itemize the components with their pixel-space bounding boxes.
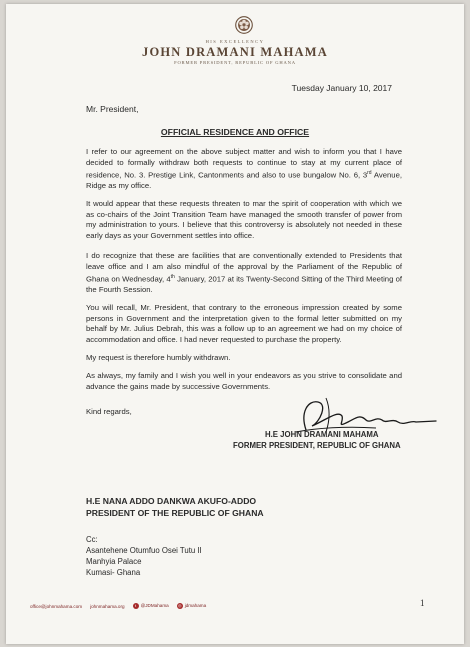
paragraph-4: You will recall, Mr. President, that contrary to the erroneous impression created by some persons in Government and the interpretation given to the formal letter submitted on my behalf by Mr. Julius Debrah, this was a follow up to an agreement we had on my choice of accommodation and office. I had never requested to purchase the property.	[86, 303, 402, 344]
letter-date: Tuesday January 10, 2017	[291, 83, 392, 93]
twitter-icon: t	[133, 603, 139, 609]
addressee-title: PRESIDENT OF THE REPUBLIC OF GHANA	[86, 508, 264, 518]
cc-line: Kumasi- Ghana	[86, 568, 141, 577]
letterhead-name: JOHN DRAMANI MAHAMA	[142, 45, 328, 59]
signatory-name: H.E JOHN DRAMANI MAHAMA	[265, 430, 379, 439]
cc-block	[86, 534, 202, 578]
addressee-name: H.E NANA ADDO DANKWA AKUFO-ADDO	[86, 496, 257, 506]
salutation: Mr. President,	[86, 104, 139, 114]
flower-crest-icon	[235, 16, 253, 34]
signatory-title: FORMER PRESIDENT, REPUBLIC OF GHANA	[233, 441, 401, 450]
footer-website[interactable]: johnmahama.org	[90, 603, 125, 609]
cc-line: Manhyia Palace	[86, 557, 142, 566]
cc-label: Cc:	[86, 535, 98, 544]
footer-twitter[interactable]: t @JDMahama	[133, 603, 169, 609]
paragraph-2: It would appear that these requests threaten to mar the spirit of cooperation with which we as co-chairs of the Joint Transition Team have managed the smooth transfer of power from my administration to yours. I believe that this controversy is absolutely not needed in these early days as your Government settles into office.	[86, 199, 402, 240]
letterhead-honorific: HIS EXCELLENCY	[205, 39, 265, 44]
footer-contacts	[30, 603, 206, 609]
cc-line: Asantehene Otumfuo Osei Tutu II	[86, 546, 202, 555]
addressee-block	[86, 495, 264, 519]
paragraph-3: I do recognize that these are facilities that are conventionally extended to Presidents that leave office and I am also mindful of the approval by the Parliament of the Republic of Ghana on Wednesday, 4th January, 2017 at its Twenty-Second Sitting of the Third Meeting of the Fourth Session.	[86, 251, 403, 295]
closing: Kind regards,	[86, 407, 132, 416]
footer-email[interactable]: office@johnmahama.com	[30, 603, 83, 609]
paragraph-5: My request is therefore humbly withdrawn.	[86, 353, 231, 362]
paragraph-1: I refer to our agreement on the above subject matter and wish to inform you that I have decided to formally withdraw both requests to continue to stay at my current place of residence, No. 3. Prestige Link, Cantonments and also to use bungalow No. 6, 3rd Avenue, Ridge as my office.	[86, 147, 402, 191]
letter-heading: OFFICIAL RESIDENCE AND OFFICE	[160, 127, 310, 137]
signatory-block	[233, 429, 433, 451]
instagram-icon: ◎	[177, 603, 182, 608]
letterhead-former-title: FORMER PRESIDENT, REPUBLIC OF GHANA	[174, 60, 296, 65]
page-number: 1	[420, 598, 425, 608]
footer-instagram[interactable]: ◎ jdmahama	[177, 603, 207, 608]
paragraph-6: As always, my family and I wish you well in your endeavors as you strive to consolidate and advance the gains made by successive Governments.	[86, 371, 402, 391]
letter-page	[6, 4, 464, 644]
